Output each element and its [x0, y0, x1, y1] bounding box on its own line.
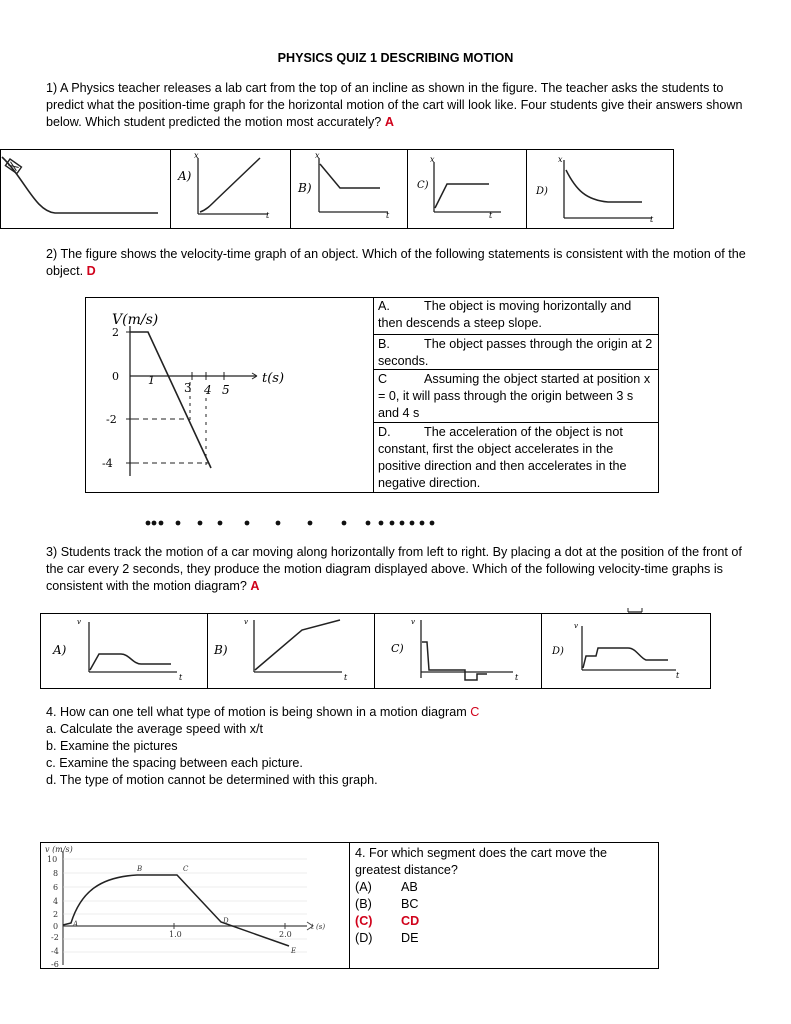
- q4b-choice-c-letter: (C): [355, 914, 373, 928]
- q4b-ytick-m4: -4: [51, 947, 59, 956]
- q2-tick-x-4: 4: [204, 383, 212, 397]
- q4b-choice-a: [355, 879, 655, 896]
- page-title: PHYSICS QUIZ 1 DESCRIBING MOTION: [277, 51, 514, 65]
- q4b-ytick-m2: -2: [51, 933, 59, 942]
- q1-graph-d-t: t: [650, 215, 654, 224]
- q2-tick-x-5: 5: [222, 383, 230, 397]
- q2-option-b-text: The object passes through the origin at 2 seconds.: [378, 337, 653, 368]
- q3-graph-c-label: C): [391, 642, 404, 655]
- question-4a-choice-b: b. Examine the pictures: [46, 739, 178, 753]
- q4b-ytick-10: 10: [47, 855, 58, 864]
- q2-option-b-letter: B.: [378, 337, 390, 351]
- q1-graph-d-x: x: [558, 155, 563, 164]
- q2-option-c: [374, 370, 659, 423]
- q1-graph-d-label: D): [536, 186, 548, 197]
- q4b-choice-a-text: AB: [401, 880, 418, 894]
- question-3-answer: A: [250, 579, 260, 593]
- q4b-question: [355, 845, 655, 947]
- q3-graph-d-t: t: [676, 671, 680, 680]
- question-2-answer: D: [86, 264, 96, 278]
- question-4a-choice-d: d. The type of motion cannot be determined with this graph.: [46, 773, 378, 787]
- q4b-ytick-0: 0: [53, 922, 59, 931]
- q4b-choice-b-text: BC: [401, 897, 419, 911]
- q4b-choice-a-letter: (A): [355, 880, 372, 894]
- q1-graph-b-t: t: [386, 211, 390, 220]
- q3-graph-d-v: v: [574, 622, 578, 630]
- q1-graph-a-x: x: [194, 151, 199, 160]
- q2-tick-y-m4: -4: [102, 457, 113, 470]
- question-4a-text: 4. How can one tell what type of motion is being shown in a motion diagram: [46, 705, 467, 719]
- q1-graph-a: [172, 150, 288, 228]
- question-4a: [46, 704, 751, 789]
- q2-ylabel: V(m/s): [112, 312, 159, 328]
- q4b-xtick-2: 2.0: [279, 930, 292, 939]
- q2-tick-y-m2: -2: [106, 413, 117, 426]
- motion-diagram-dots: [140, 515, 440, 531]
- q4b-choice-b: [355, 896, 655, 913]
- q3-graph-c: [375, 614, 541, 688]
- question-2: [46, 246, 751, 280]
- q4b-choice-d-letter: (D): [355, 931, 373, 945]
- q2-option-a: [374, 297, 659, 335]
- question-4a-answer: C: [470, 705, 480, 719]
- q1-graph-d: [528, 150, 674, 228]
- q4b-choice-c-text: CD: [401, 914, 420, 928]
- q2-option-b: [374, 335, 659, 370]
- question-1: [46, 80, 751, 131]
- q2-tick-y-0: 0: [112, 370, 119, 383]
- q3-graph-a: [41, 614, 207, 688]
- question-4a-choice-a: a. Calculate the average speed with x/t: [46, 722, 264, 736]
- q2-tick-x-1: 1: [148, 374, 155, 387]
- q2-tick-y-2: 2: [112, 326, 119, 339]
- q3-graph-d: [542, 606, 712, 688]
- q2-options: [374, 297, 659, 491]
- q2-option-c-letter: C: [378, 372, 388, 386]
- q1-graph-c-x: x: [430, 155, 435, 164]
- q4b-ytick-2: 2: [53, 910, 59, 919]
- q1-graph-c-t: t: [489, 211, 493, 220]
- q1-graph-b: [292, 150, 406, 228]
- q4b-ytick-8: 8: [53, 869, 59, 878]
- question-1-answer: A: [384, 115, 394, 129]
- q2-tick-x-3: 3: [184, 381, 192, 395]
- q4b-point-b: B: [137, 865, 143, 873]
- q1-graph-a-label: A): [178, 169, 192, 183]
- q3-graph-b-label: B): [214, 643, 228, 657]
- q1-graph-b-label: B): [298, 181, 312, 195]
- q3-graph-a-t: t: [179, 673, 183, 682]
- q4b-point-a: A: [73, 920, 79, 928]
- q2-velocity-graph: [86, 298, 373, 492]
- incline-figure: [0, 149, 170, 229]
- q4b-text: 4. For which segment does the cart move the greatest distance?: [355, 846, 607, 877]
- question-2-text: 2) The figure shows the velocity-time graph of an object. Which of the following statements is consistent with the motion of the object.: [46, 247, 746, 278]
- q4b-point-e: E: [291, 947, 297, 955]
- q3-graph-b: [208, 614, 374, 688]
- q1-graph-c: [409, 150, 525, 228]
- q1-graph-a-t: t: [266, 211, 270, 220]
- q2-option-c-text: Assuming the object started at position x = 0, it will pass through the origin between 3 s and 4 s: [378, 372, 651, 420]
- q4b-xtick-1: 1.0: [169, 930, 182, 939]
- q2-option-d-letter: D.: [378, 425, 391, 439]
- q3-graph-a-v: v: [77, 618, 81, 626]
- question-4a-choice-c: c. Examine the spacing between each picture.: [46, 756, 303, 770]
- q3-graph-b-v: v: [244, 618, 248, 626]
- q4b-point-c: C: [183, 865, 189, 873]
- q2-option-a-letter: A.: [378, 299, 390, 313]
- q4b-xlabel: t (s): [311, 923, 326, 931]
- q4b-choice-d-text: DE: [401, 931, 419, 945]
- q4b-ytick-m6: -6: [51, 960, 59, 969]
- q3-graph-c-t: t: [515, 673, 519, 682]
- q4b-ylabel: v (m/s): [45, 845, 73, 854]
- q2-option-d-text: The acceleration of the object is not constant, first the object accelerates in the positive direction and then accelerates in the negative direction.: [378, 425, 627, 490]
- q2-option-a-text: The object is moving horizontally and then descends a steep slope.: [378, 299, 632, 330]
- question-1-text: 1) A Physics teacher releases a lab cart from the top of an incline as shown in the figure. The teacher asks the students to predict what the position-time graph for the horizontal motion of the cart will look like. Four students give their answers shown below. Which student predicted the motion most accurately?: [46, 81, 743, 129]
- question-3-text: 3) Students track the motion of a car moving along horizontally from left to right. By placing a dot at the position of the front of the car every 2 seconds, they produce the motion diagram displayed above. Which of the following velocity-time graphs is consistent with the motion diagram?: [46, 545, 742, 593]
- q3-graph-b-t: t: [344, 673, 348, 682]
- q3-graph-d-label: D): [552, 646, 564, 657]
- q4b-choice-b-letter: (B): [355, 897, 372, 911]
- q4b-choice-c: [355, 913, 655, 930]
- q3-graph-c-v: v: [411, 618, 415, 626]
- q4b-velocity-graph: [41, 843, 349, 968]
- q2-option-d: [374, 423, 659, 491]
- q4b-ytick-6: 6: [53, 883, 59, 892]
- q3-graph-a-label: A): [53, 643, 67, 657]
- q4b-point-d: D: [223, 917, 229, 925]
- q4b-choice-d: [355, 930, 655, 947]
- question-3: [46, 544, 751, 595]
- q1-graph-b-x: x: [315, 151, 320, 160]
- q1-graph-c-label: C): [417, 180, 429, 191]
- q2-xlabel: t(s): [262, 371, 285, 386]
- q4b-ytick-4: 4: [53, 897, 59, 906]
